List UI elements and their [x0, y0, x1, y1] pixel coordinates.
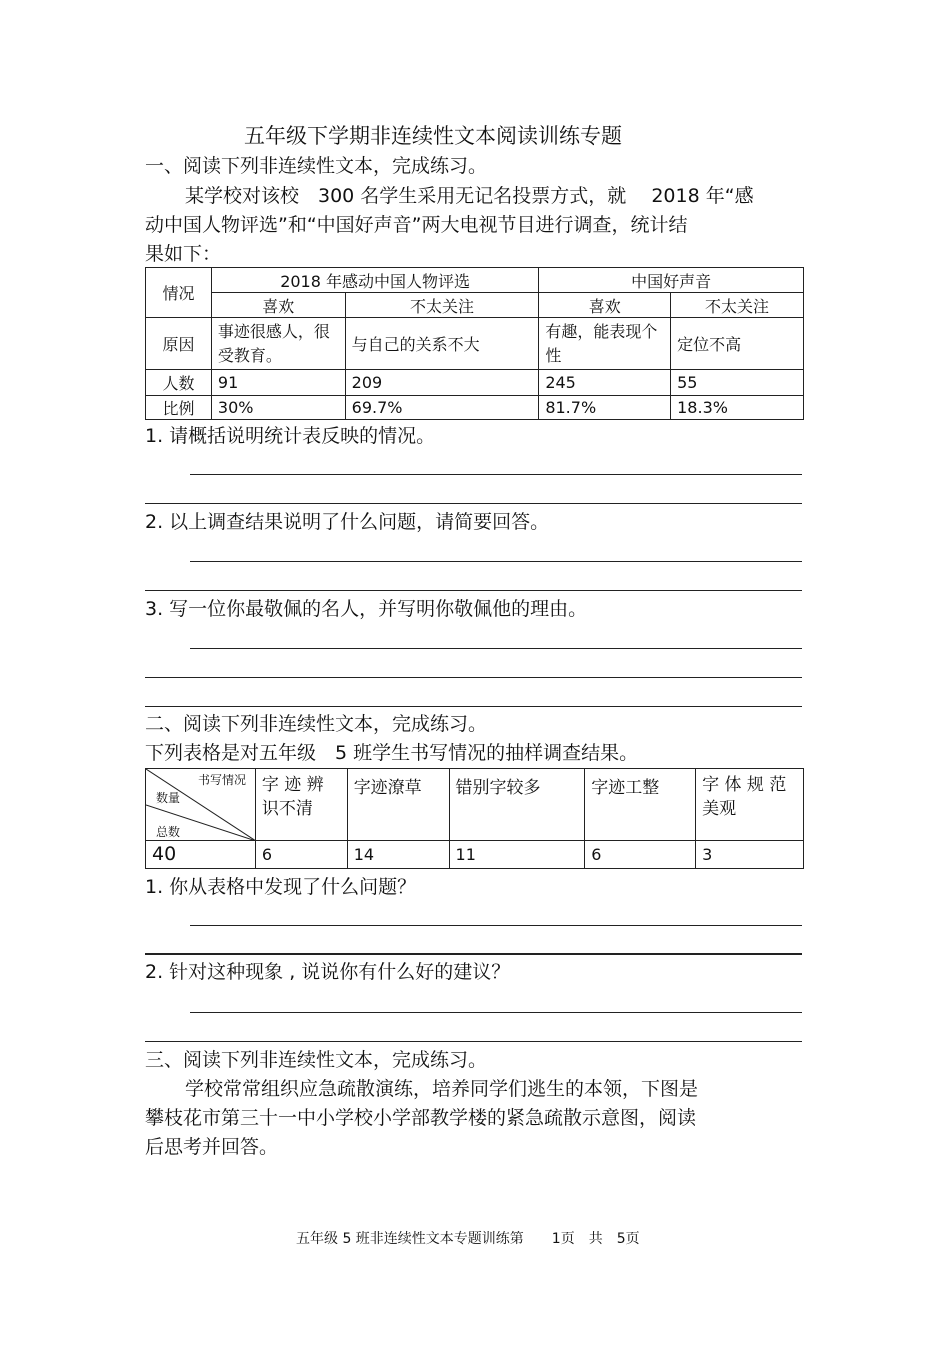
diag-top-label: 书写情况: [198, 773, 247, 787]
table-ratio-cell: 30%: [211, 396, 345, 420]
table-dislike-header: 不太关注: [345, 293, 539, 318]
table-count-cell: 245: [539, 370, 671, 396]
answer-line[interactable]: [145, 1041, 802, 1042]
answer-line[interactable]: [145, 706, 802, 707]
section2-heading: 二、阅读下列非连续性文本，完成练习。: [145, 713, 488, 735]
table-count-cell: 91: [211, 370, 345, 396]
table-group2-header: 中国好声音: [539, 268, 804, 293]
answer-line[interactable]: [190, 1012, 802, 1013]
section1-heading: 一、阅读下列非连续性文本，完成练习。: [145, 155, 488, 177]
answer-line[interactable]: [190, 474, 802, 475]
table-ratio-label: 比例: [146, 396, 212, 420]
table-dislike-header: 不太关注: [671, 293, 804, 318]
section1-question-3: 3. 写一位你最敬佩的名人，并写明你敬佩他的理由。: [145, 598, 588, 620]
diag-mid-label: 数量: [156, 791, 181, 805]
table-like-header: 喜欢: [539, 293, 671, 318]
table-like-header: 喜欢: [211, 293, 345, 318]
page-footer: 五年级 5 班非连续性文本专题训练第 1页 共 5页: [296, 1231, 640, 1247]
answer-line[interactable]: [145, 677, 802, 678]
section3-line2: 攀枝花市第三十一中小学校小学部教学楼的紧急疏散示意图，阅读: [145, 1107, 697, 1129]
table-column-header: 字 体 规 范 美观: [696, 769, 804, 841]
answer-line[interactable]: [145, 503, 802, 504]
table-reason-cell: 事迹很感人，很受教育。: [211, 318, 345, 370]
page-title: 五年级下学期非连续性文本阅读训练专题: [244, 124, 622, 148]
answer-line[interactable]: [190, 925, 802, 926]
table-column-header: 字迹潦草: [347, 769, 449, 841]
table-reason-cell: 与自己的关系不大: [345, 318, 539, 370]
table-reason-label: 原因: [146, 318, 212, 370]
answer-line[interactable]: [190, 561, 802, 562]
table-count-cell: 209: [345, 370, 539, 396]
answer-line[interactable]: [145, 590, 802, 591]
section1-intro-line2: 动中国人物评选”和“中国好声音”两大电视节目进行调查，统计结: [145, 214, 688, 236]
table-reason-cell: 有趣，能表现个性: [539, 318, 671, 370]
table-value-cell: 6: [585, 841, 696, 869]
diag-bottom-label: 总数: [156, 825, 181, 839]
survey-table: [145, 267, 804, 420]
section2-question-1: 1. 你从表格中发现了什么问题？: [145, 876, 417, 898]
section3-line3: 后思考并回答。: [145, 1136, 279, 1158]
section1-intro-line3: 果如下：: [145, 243, 222, 265]
table-count-cell: 55: [671, 370, 804, 396]
table-value-cell: 3: [696, 841, 804, 869]
table-ratio-cell: 69.7%: [345, 396, 539, 420]
table-group1-header: 2018 年感动中国人物评选: [211, 268, 538, 293]
table-value-cell: 6: [255, 841, 347, 869]
table-ratio-cell: 81.7%: [539, 396, 671, 420]
handwriting-table: [145, 768, 804, 869]
table-column-header: 字迹工整: [585, 769, 696, 841]
section1-question-1: 1. 请概括说明统计表反映的情况。: [145, 425, 436, 447]
table-total-cell: 40: [146, 841, 256, 869]
table-row-header: 情况: [146, 268, 212, 318]
section3-heading: 三、阅读下列非连续性文本，完成练习。: [145, 1049, 488, 1071]
answer-line[interactable]: [145, 953, 802, 955]
section1-question-2: 2. 以上调查结果说明了什么问题，请简要回答。: [145, 511, 550, 533]
section2-question-2: 2. 针对这种现象 , 说说你有什么好的建议？: [145, 961, 511, 983]
answer-line[interactable]: [190, 648, 802, 649]
table-value-cell: 14: [347, 841, 449, 869]
table-column-header: 字 迹 辨 识不清: [255, 769, 347, 841]
section2-intro: 下列表格是对五年级 5 班学生书写情况的抽样调查结果。: [145, 742, 639, 764]
table-column-header: 错别字较多: [449, 769, 585, 841]
table-value-cell: 11: [449, 841, 585, 869]
section1-intro-line1: 某学校对该校 300 名学生采用无记名投票方式，就 2018 年“感: [185, 185, 754, 207]
table-reason-cell: 定位不高: [671, 318, 804, 370]
table-count-label: 人数: [146, 370, 212, 396]
diagonal-header-cell: [146, 769, 256, 841]
section3-line1: 学校常常组织应急疏散演练，培养同学们逃生的本领，下图是: [185, 1078, 699, 1100]
table-ratio-cell: 18.3%: [671, 396, 804, 420]
